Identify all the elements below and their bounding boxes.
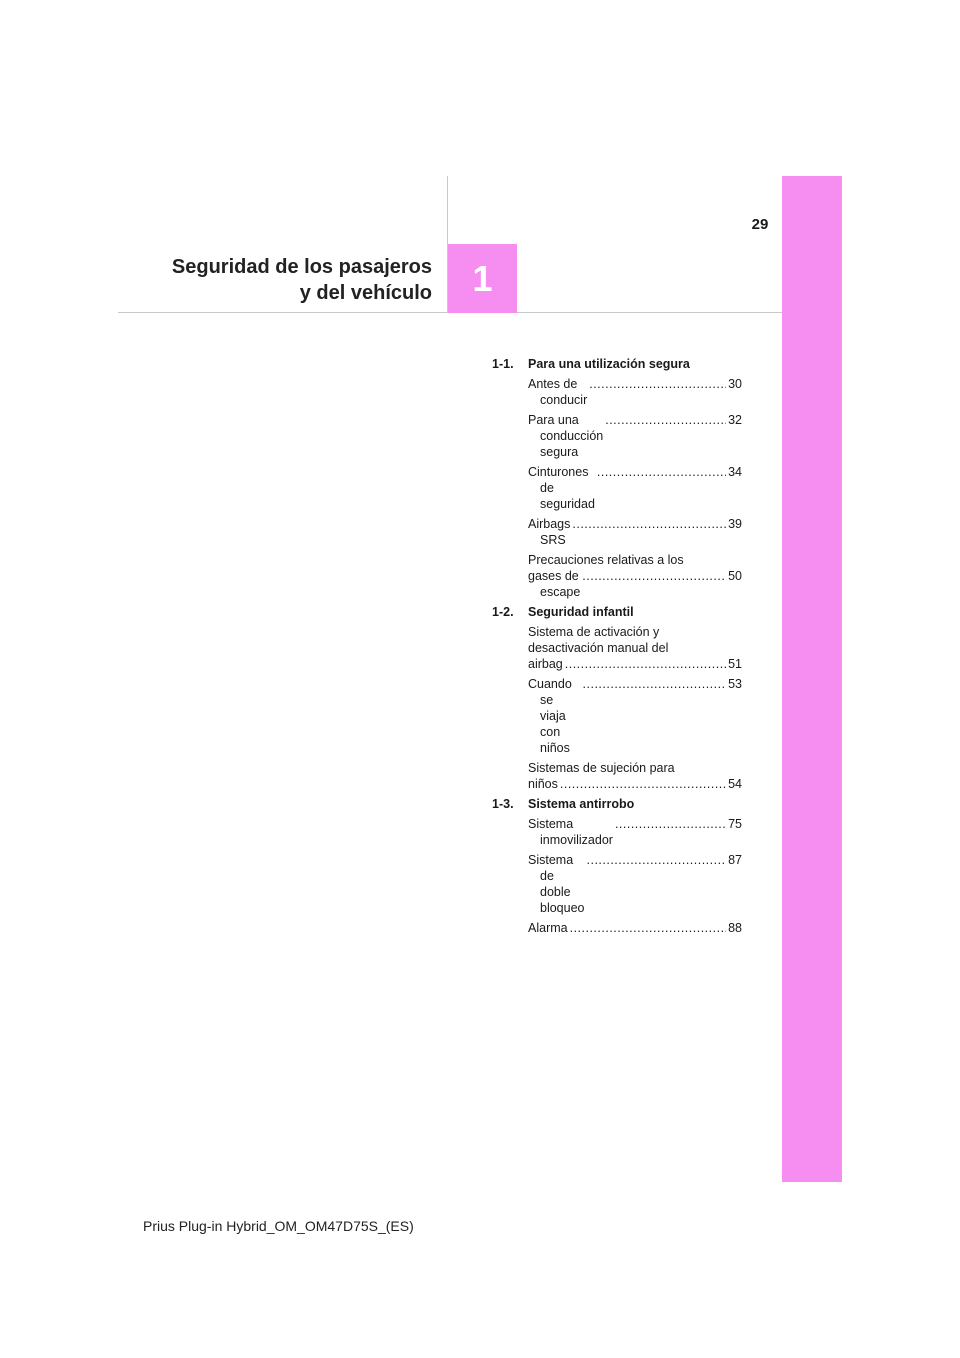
toc-section-heading[interactable] xyxy=(492,604,742,620)
footer-document-id: Prius Plug-in Hybrid_OM_OM47D75S_(ES) xyxy=(143,1218,414,1234)
toc-entry[interactable] xyxy=(528,624,742,672)
toc-entry[interactable] xyxy=(528,516,742,548)
toc-section-number: 1-1. xyxy=(492,357,514,371)
toc-dot-leader xyxy=(565,656,726,672)
toc-section-number: 1-2. xyxy=(492,605,514,619)
chapter-title xyxy=(150,254,432,306)
toc-dot-leader xyxy=(572,516,726,532)
toc-section-heading[interactable] xyxy=(492,796,742,812)
toc-section-title: Seguridad infantil xyxy=(528,605,634,619)
toc-entry-text: niños xyxy=(528,777,558,791)
toc-page-number: 50 xyxy=(728,569,742,583)
table-of-contents xyxy=(492,356,742,940)
toc-entry[interactable] xyxy=(528,552,742,600)
page-number: 29 xyxy=(751,216,769,233)
chapter-number-box xyxy=(448,244,517,313)
toc-entry[interactable] xyxy=(528,920,742,936)
toc-entry-text: Cuando se viaja con niños xyxy=(528,677,576,755)
toc-dot-leader xyxy=(560,776,726,792)
toc-dot-leader xyxy=(597,464,726,480)
toc-entry[interactable] xyxy=(528,376,742,408)
toc-page-number: 87 xyxy=(728,853,742,867)
toc-page-number: 51 xyxy=(728,657,742,671)
toc-entry-text: Alarma xyxy=(528,921,568,935)
toc-page-number: 30 xyxy=(728,377,742,391)
toc-section-title: Para una utilización segura xyxy=(528,357,690,371)
toc-entry-text: gases de escape xyxy=(528,569,583,599)
toc-section xyxy=(492,796,742,936)
toc-entry[interactable] xyxy=(528,760,742,792)
toc-entry[interactable] xyxy=(528,412,742,460)
toc-entry[interactable] xyxy=(528,852,742,916)
toc-entry-text: airbag xyxy=(528,657,563,671)
toc-entry-text: Precauciones relativas a los xyxy=(528,553,684,567)
toc-dot-leader xyxy=(615,816,726,832)
toc-entry-text: Sistema de doble bloqueo xyxy=(528,853,585,915)
toc-page-number: 54 xyxy=(728,777,742,791)
toc-section-title: Sistema antirrobo xyxy=(528,797,635,811)
toc-dot-leader xyxy=(605,412,726,428)
toc-dot-leader xyxy=(583,676,727,692)
toc-entry[interactable] xyxy=(528,464,742,512)
toc-section xyxy=(492,356,742,600)
chapter-title-line-1: Seguridad de los pasajeros xyxy=(171,256,432,278)
toc-entry-text: Airbags SRS xyxy=(528,517,574,547)
toc-entry-text: Cinturones de seguridad xyxy=(528,465,595,511)
toc-section-heading[interactable] xyxy=(492,356,742,372)
toc-entry-text: desactivación manual del xyxy=(528,641,669,655)
toc-page-number: 39 xyxy=(728,517,742,531)
toc-page-number: 53 xyxy=(728,677,742,691)
toc-page-number: 88 xyxy=(728,921,742,935)
chapter-number: 1 xyxy=(472,257,493,299)
toc-dot-leader xyxy=(582,568,726,584)
toc-entry[interactable] xyxy=(528,676,742,756)
toc-entry[interactable] xyxy=(528,816,742,848)
toc-page-number: 32 xyxy=(728,413,742,427)
chapter-side-tab xyxy=(782,176,842,1182)
toc-section-number: 1-3. xyxy=(492,797,514,811)
toc-page-number: 75 xyxy=(728,817,742,831)
toc-entry-text: Para una conducción segura xyxy=(528,413,607,459)
toc-dot-leader xyxy=(570,920,727,936)
toc-section xyxy=(492,604,742,792)
toc-page-number: 34 xyxy=(728,465,742,479)
chapter-title-line-2: y del vehículo xyxy=(299,282,432,304)
toc-entry-text: Antes de conducir xyxy=(528,377,588,407)
toc-entry-text: Sistemas de sujeción para xyxy=(528,761,675,775)
toc-entry-text: Sistema de activación y xyxy=(528,625,660,639)
toc-entry-text: Sistema inmovilizador xyxy=(528,817,613,847)
toc-dot-leader xyxy=(589,376,726,392)
toc-dot-leader xyxy=(587,852,727,868)
